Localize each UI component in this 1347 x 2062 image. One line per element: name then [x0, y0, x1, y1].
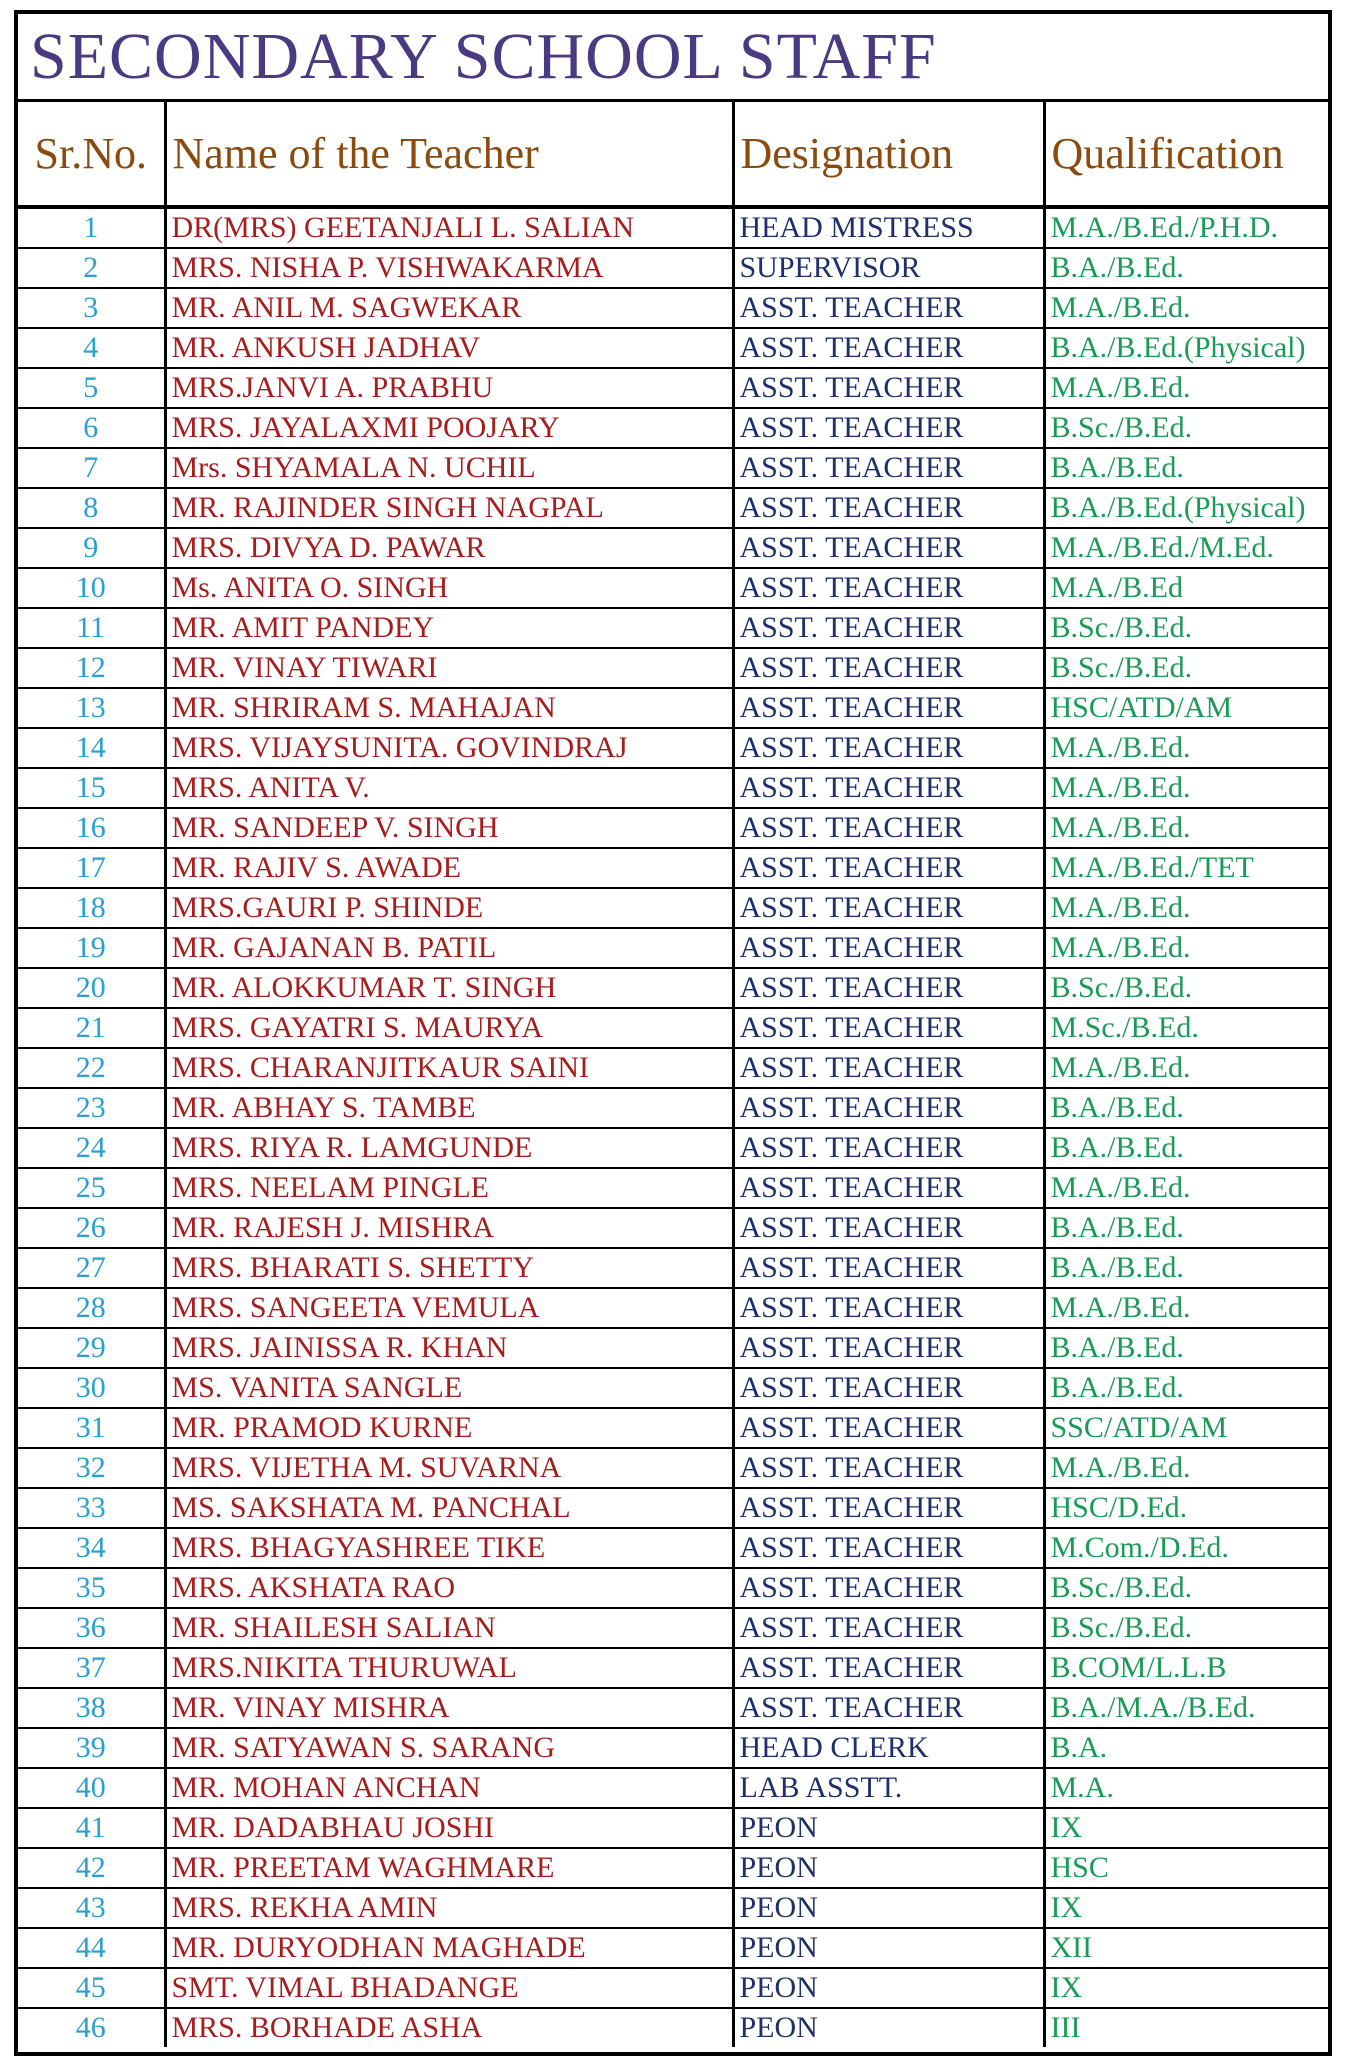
sr-no-cell: 26 [18, 1208, 165, 1248]
qualification-cell: M.A./B.Ed. [1044, 888, 1328, 928]
sr-no-cell: 23 [18, 1088, 165, 1128]
table-row [18, 568, 1328, 608]
table-row [18, 888, 1328, 928]
teacher-name-cell: MR. DADABHAU JOSHI [165, 1808, 733, 1848]
teacher-name-cell: MR. VINAY TIWARI [165, 648, 733, 688]
teacher-name-cell: MR. ABHAY S. TAMBE [165, 1088, 733, 1128]
qualification-cell: B.Sc./B.Ed. [1044, 1608, 1328, 1648]
table-row [18, 1568, 1328, 1608]
table-row [18, 1488, 1328, 1528]
qualification-cell: B.A./M.A./B.Ed. [1044, 1688, 1328, 1728]
teacher-name-cell: MRS. VIJAYSUNITA. GOVINDRAJ [165, 728, 733, 768]
designation-cell: ASST. TEACHER [733, 1408, 1044, 1448]
qualification-cell: M.Com./D.Ed. [1044, 1528, 1328, 1568]
table-row [18, 328, 1328, 368]
table-row [18, 1728, 1328, 1768]
table-row [18, 1808, 1328, 1848]
sr-no-cell: 19 [18, 928, 165, 968]
table-row [18, 1928, 1328, 1968]
table-row [18, 1248, 1328, 1288]
sr-no-cell: 46 [18, 2008, 165, 2047]
qualification-cell: B.A./B.Ed. [1044, 1128, 1328, 1168]
sr-no-cell: 21 [18, 1008, 165, 1048]
teacher-name-cell: MRS.NIKITA THURUWAL [165, 1648, 733, 1688]
table-row [18, 288, 1328, 328]
designation-cell: ASST. TEACHER [733, 928, 1044, 968]
teacher-name-cell: MR. SANDEEP V. SINGH [165, 808, 733, 848]
sr-no-cell: 16 [18, 808, 165, 848]
designation-cell: ASST. TEACHER [733, 1328, 1044, 1368]
sr-no-cell: 5 [18, 368, 165, 408]
teacher-name-cell: MRS. BHAGYASHREE TIKE [165, 1528, 733, 1568]
table-header-row [18, 102, 1328, 207]
column-header-qualification: Qualification [1044, 102, 1328, 207]
designation-cell: ASST. TEACHER [733, 368, 1044, 408]
teacher-name-cell: MRS.GAURI P. SHINDE [165, 888, 733, 928]
column-header-sr-no: Sr.No. [18, 102, 165, 207]
sr-no-cell: 45 [18, 1968, 165, 2008]
sr-no-cell: 13 [18, 688, 165, 728]
designation-cell: ASST. TEACHER [733, 408, 1044, 448]
designation-cell: ASST. TEACHER [733, 1088, 1044, 1128]
teacher-name-cell: MRS. BORHADE ASHA [165, 2008, 733, 2047]
table-row [18, 728, 1328, 768]
designation-cell: ASST. TEACHER [733, 648, 1044, 688]
sr-no-cell: 12 [18, 648, 165, 688]
sr-no-cell: 22 [18, 1048, 165, 1088]
table-row [18, 1088, 1328, 1128]
sr-no-cell: 34 [18, 1528, 165, 1568]
column-header-name: Name of the Teacher [165, 102, 733, 207]
designation-cell: ASST. TEACHER [733, 1568, 1044, 1608]
designation-cell: LAB ASSTT. [733, 1768, 1044, 1808]
table-row [18, 1208, 1328, 1248]
designation-cell: ASST. TEACHER [733, 1448, 1044, 1488]
teacher-name-cell: MR. ALOKKUMAR T. SINGH [165, 968, 733, 1008]
table-row [18, 448, 1328, 488]
table-body [18, 207, 1328, 2047]
table-row [18, 1448, 1328, 1488]
teacher-name-cell: MS. VANITA SANGLE [165, 1368, 733, 1408]
designation-cell: ASST. TEACHER [733, 968, 1044, 1008]
table-row [18, 1288, 1328, 1328]
qualification-cell: XII [1044, 1928, 1328, 1968]
teacher-name-cell: MRS. JAINISSA R. KHAN [165, 1328, 733, 1368]
sr-no-cell: 8 [18, 488, 165, 528]
teacher-name-cell: MRS. ANITA V. [165, 768, 733, 808]
sr-no-cell: 7 [18, 448, 165, 488]
table-row [18, 1368, 1328, 1408]
teacher-name-cell: MS. SAKSHATA M. PANCHAL [165, 1488, 733, 1528]
table-row [18, 928, 1328, 968]
teacher-name-cell: MR. ANKUSH JADHAV [165, 328, 733, 368]
qualification-cell: M.A./B.Ed. [1044, 768, 1328, 808]
teacher-name-cell: MRS.JANVI A. PRABHU [165, 368, 733, 408]
table-row [18, 1528, 1328, 1568]
qualification-cell: M.A./B.Ed. [1044, 368, 1328, 408]
sr-no-cell: 10 [18, 568, 165, 608]
designation-cell: HEAD CLERK [733, 1728, 1044, 1768]
designation-cell: ASST. TEACHER [733, 608, 1044, 648]
teacher-name-cell: MR. RAJINDER SINGH NAGPAL [165, 488, 733, 528]
qualification-cell: SSC/ATD/AM [1044, 1408, 1328, 1448]
qualification-cell: B.A. [1044, 1728, 1328, 1768]
sr-no-cell: 32 [18, 1448, 165, 1488]
table-row [18, 1688, 1328, 1728]
sr-no-cell: 20 [18, 968, 165, 1008]
designation-cell: ASST. TEACHER [733, 1168, 1044, 1208]
teacher-name-cell: MR. DURYODHAN MAGHADE [165, 1928, 733, 1968]
qualification-cell: B.A./B.Ed.(Physical) [1044, 488, 1328, 528]
table-row [18, 1168, 1328, 1208]
designation-cell: ASST. TEACHER [733, 1608, 1044, 1648]
designation-cell: ASST. TEACHER [733, 888, 1044, 928]
sr-no-cell: 37 [18, 1648, 165, 1688]
sr-no-cell: 18 [18, 888, 165, 928]
sr-no-cell: 28 [18, 1288, 165, 1328]
designation-cell: ASST. TEACHER [733, 1528, 1044, 1568]
designation-cell: ASST. TEACHER [733, 1048, 1044, 1088]
qualification-cell: M.A./B.Ed. [1044, 1448, 1328, 1488]
designation-cell: HEAD MISTRESS [733, 207, 1044, 248]
qualification-cell: M.A./B.Ed. [1044, 728, 1328, 768]
table-row [18, 968, 1328, 1008]
table-row [18, 1128, 1328, 1168]
teacher-name-cell: MRS. BHARATI S. SHETTY [165, 1248, 733, 1288]
qualification-cell: B.Sc./B.Ed. [1044, 1568, 1328, 1608]
table-row [18, 207, 1328, 248]
qualification-cell: B.Sc./B.Ed. [1044, 608, 1328, 648]
teacher-name-cell: MRS. NISHA P. VISHWAKARMA [165, 248, 733, 288]
table-row [18, 488, 1328, 528]
table-row [18, 688, 1328, 728]
teacher-name-cell: MRS. DIVYA D. PAWAR [165, 528, 733, 568]
qualification-cell: IX [1044, 1808, 1328, 1848]
teacher-name-cell: MR. SHRIRAM S. MAHAJAN [165, 688, 733, 728]
designation-cell: ASST. TEACHER [733, 1008, 1044, 1048]
table-row [18, 1008, 1328, 1048]
qualification-cell: M.Sc./B.Ed. [1044, 1008, 1328, 1048]
sr-no-cell: 36 [18, 1608, 165, 1648]
sr-no-cell: 35 [18, 1568, 165, 1608]
designation-cell: ASST. TEACHER [733, 1128, 1044, 1168]
table-row [18, 648, 1328, 688]
sr-no-cell: 40 [18, 1768, 165, 1808]
designation-cell: ASST. TEACHER [733, 1248, 1044, 1288]
qualification-cell: M.A. [1044, 1768, 1328, 1808]
table-row [18, 848, 1328, 888]
sr-no-cell: 39 [18, 1728, 165, 1768]
sr-no-cell: 9 [18, 528, 165, 568]
page-title: SECONDARY SCHOOL STAFF [18, 14, 1328, 102]
table-row [18, 1328, 1328, 1368]
teacher-name-cell: MRS. RIYA R. LAMGUNDE [165, 1128, 733, 1168]
sr-no-cell: 1 [83, 211, 99, 244]
sr-no-cell: 38 [18, 1688, 165, 1728]
designation-cell: PEON [733, 1968, 1044, 2008]
designation-cell: ASST. TEACHER [733, 528, 1044, 568]
qualification-cell: B.A./B.Ed. [1044, 248, 1328, 288]
teacher-name-cell: MRS. REKHA AMIN [165, 1888, 733, 1928]
teacher-name-cell: DR(MRS) GEETANJALI L. SALIAN [165, 207, 733, 248]
sr-no-cell: 42 [18, 1848, 165, 1888]
qualification-cell: HSC [1044, 1848, 1328, 1888]
teacher-name-cell: MR. PRAMOD KURNE [165, 1408, 733, 1448]
teacher-name-cell: MR. SATYAWAN S. SARANG [165, 1728, 733, 1768]
table-row [18, 1048, 1328, 1088]
sr-no-cell: 44 [18, 1928, 165, 1968]
designation-cell: ASST. TEACHER [733, 1368, 1044, 1408]
table-row [18, 1888, 1328, 1928]
teacher-name-cell: MR. SHAILESH SALIAN [165, 1608, 733, 1648]
sr-no-cell: 24 [18, 1128, 165, 1168]
designation-cell: ASST. TEACHER [733, 1648, 1044, 1688]
teacher-name-cell: MR. AMIT PANDEY [165, 608, 733, 648]
teacher-name-cell: MRS. SANGEETA VEMULA [165, 1288, 733, 1328]
qualification-cell: M.A./B.Ed. [1044, 1168, 1328, 1208]
designation-cell: ASST. TEACHER [733, 328, 1044, 368]
sr-no-cell: 41 [18, 1808, 165, 1848]
designation-cell: ASST. TEACHER [733, 288, 1044, 328]
designation-cell: PEON [733, 1808, 1044, 1848]
designation-cell: PEON [733, 1848, 1044, 1888]
teacher-name-cell: Ms. ANITA O. SINGH [165, 568, 733, 608]
sr-no-cell: 27 [18, 1248, 165, 1288]
teacher-name-cell: MR. GAJANAN B. PATIL [165, 928, 733, 968]
table-row [18, 1608, 1328, 1648]
designation-cell: ASST. TEACHER [733, 808, 1044, 848]
sr-no-cell: 30 [18, 1368, 165, 1408]
qualification-cell: B.Sc./B.Ed. [1044, 648, 1328, 688]
sr-no-cell: 43 [18, 1888, 165, 1928]
designation-cell: ASST. TEACHER [733, 1288, 1044, 1328]
qualification-cell: III [1044, 2008, 1328, 2047]
qualification-cell: M.A./B.Ed. [1044, 288, 1328, 328]
teacher-name-cell: SMT. VIMAL BHADANGE [165, 1968, 733, 2008]
designation-cell: ASST. TEACHER [733, 768, 1044, 808]
qualification-cell: M.A./B.Ed./M.Ed. [1044, 528, 1328, 568]
qualification-cell: M.A./B.Ed./P.H.D. [1044, 207, 1328, 248]
sr-no-cell: 25 [18, 1168, 165, 1208]
column-header-designation: Designation [733, 102, 1044, 207]
designation-cell: PEON [733, 1888, 1044, 1928]
qualification-cell: M.A./B.Ed. [1044, 1048, 1328, 1088]
sr-no-cell: 4 [18, 328, 165, 368]
designation-cell: ASST. TEACHER [733, 688, 1044, 728]
teacher-name-cell: MR. RAJIV S. AWADE [165, 848, 733, 888]
sr-no-cell: 6 [18, 408, 165, 448]
table-row [18, 368, 1328, 408]
teacher-name-cell: MRS. CHARANJITKAUR SAINI [165, 1048, 733, 1088]
table-row [18, 1848, 1328, 1888]
qualification-cell: B.A./B.Ed. [1044, 1368, 1328, 1408]
sr-no-cell: 14 [18, 728, 165, 768]
qualification-cell: IX [1044, 1968, 1328, 2008]
designation-cell: SUPERVISOR [733, 248, 1044, 288]
qualification-cell: M.A./B.Ed. [1044, 1288, 1328, 1328]
sr-no-cell: 11 [18, 608, 165, 648]
table-row [18, 248, 1328, 288]
teacher-name-cell: MR. RAJESH J. MISHRA [165, 1208, 733, 1248]
qualification-cell: B.Sc./B.Ed. [1044, 408, 1328, 448]
designation-cell: ASST. TEACHER [733, 1688, 1044, 1728]
teacher-name-cell: MR. VINAY MISHRA [165, 1688, 733, 1728]
sr-no-cell: 15 [18, 768, 165, 808]
teacher-name-cell: Mrs. SHYAMALA N. UCHIL [165, 448, 733, 488]
table-row [18, 1408, 1328, 1448]
qualification-cell: B.A./B.Ed.(Physical) [1044, 328, 1328, 368]
designation-cell: ASST. TEACHER [733, 1208, 1044, 1248]
qualification-cell: M.A./B.Ed. [1044, 928, 1328, 968]
designation-cell: ASST. TEACHER [733, 728, 1044, 768]
qualification-cell: B.A./B.Ed. [1044, 448, 1328, 488]
staff-sheet [14, 10, 1332, 2056]
qualification-cell: B.COM/L.L.B [1044, 1648, 1328, 1688]
table-row [18, 808, 1328, 848]
qualification-cell: M.A./B.Ed [1044, 568, 1328, 608]
sr-no-cell: 29 [18, 1328, 165, 1368]
qualification-cell: B.Sc./B.Ed. [1044, 968, 1328, 1008]
teacher-name-cell: MRS. JAYALAXMI POOJARY [165, 408, 733, 448]
designation-cell: ASST. TEACHER [733, 568, 1044, 608]
designation-cell: PEON [733, 2008, 1044, 2047]
qualification-cell: B.A./B.Ed. [1044, 1248, 1328, 1288]
teacher-name-cell: MRS. GAYATRI S. MAURYA [165, 1008, 733, 1048]
qualification-cell: HSC/D.Ed. [1044, 1488, 1328, 1528]
designation-cell: ASST. TEACHER [733, 1488, 1044, 1528]
table-row [18, 768, 1328, 808]
qualification-cell: HSC/ATD/AM [1044, 688, 1328, 728]
table-row [18, 528, 1328, 568]
table-row [18, 408, 1328, 448]
qualification-cell: M.A./B.Ed./TET [1044, 848, 1328, 888]
designation-cell: ASST. TEACHER [733, 488, 1044, 528]
qualification-cell: B.A./B.Ed. [1044, 1328, 1328, 1368]
designation-cell: ASST. TEACHER [733, 848, 1044, 888]
table-row [18, 1648, 1328, 1688]
sr-no-cell: 17 [18, 848, 165, 888]
table-row [18, 1768, 1328, 1808]
designation-cell: ASST. TEACHER [733, 448, 1044, 488]
designation-cell: PEON [733, 1928, 1044, 1968]
sr-no-cell: 3 [18, 288, 165, 328]
qualification-cell: B.A./B.Ed. [1044, 1088, 1328, 1128]
teacher-name-cell: MR. PREETAM WAGHMARE [165, 1848, 733, 1888]
teacher-name-cell: MR. MOHAN ANCHAN [165, 1768, 733, 1808]
qualification-cell: B.A./B.Ed. [1044, 1208, 1328, 1248]
table-row [18, 608, 1328, 648]
teacher-name-cell: MR. ANIL M. SAGWEKAR [165, 288, 733, 328]
qualification-cell: M.A./B.Ed. [1044, 808, 1328, 848]
qualification-cell: IX [1044, 1888, 1328, 1928]
staff-table [18, 102, 1328, 2047]
sr-no-cell: 31 [18, 1408, 165, 1448]
table-row [18, 1968, 1328, 2008]
teacher-name-cell: MRS. VIJETHA M. SUVARNA [165, 1448, 733, 1488]
sr-no-cell: 2 [18, 248, 165, 288]
teacher-name-cell: MRS. NEELAM PINGLE [165, 1168, 733, 1208]
teacher-name-cell: MRS. AKSHATA RAO [165, 1568, 733, 1608]
table-row [18, 2008, 1328, 2047]
sr-no-cell: 33 [18, 1488, 165, 1528]
